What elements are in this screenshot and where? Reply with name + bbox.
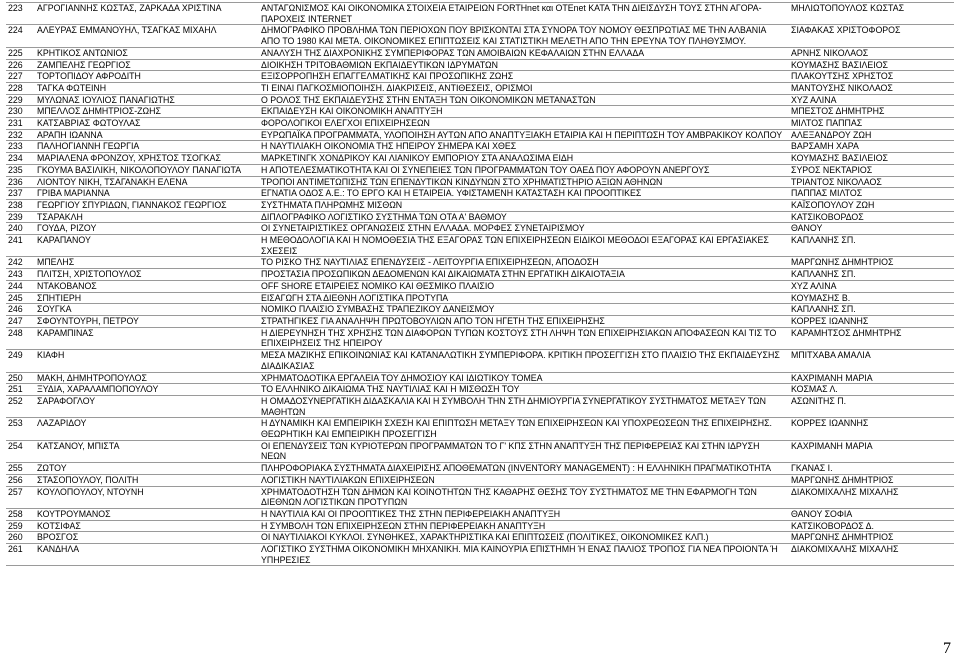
table-row [6,486,954,508]
entry-number: 223 [6,3,34,25]
thesis-title: OFF SHORE ΕΤΑΙΡΕΙΕΣ ΝΟΜΙΚΟ ΚΑΙ ΘΕΣΜΙΚΟ ΠΛΑΙΣΙΟ [258,280,788,292]
entry-number: 260 [6,532,34,544]
supervisor-name: ΚΑΠΛΑΝΗΣ ΣΠ. [788,235,954,257]
thesis-title: Η ΝΑΥΤΙΛΙΑΚΗ ΟΙΚΟΝΟΜΙΑ ΤΗΣ ΗΠΕΙΡΟΥ ΣΗΜΕΡΑ ΚΑΙ ΧΘΕΣ [258,141,788,153]
entry-number: 233 [6,141,34,153]
supervisor-name: ΜΑΡΓΩΝΗΣ ΔΗΜΗΤΡΙΟΣ [788,474,954,486]
entry-number: 243 [6,269,34,281]
author-names: ΛΑΖΑΡΙΔΟΥ [34,418,258,440]
table-row [6,25,954,47]
table-row [6,164,954,176]
author-names: ΤΟΡΤΟΠΙΔΟΥ ΑΦΡΟΔΙΤΗ [34,71,258,83]
entry-number: 241 [6,235,34,257]
supervisor-name: ΚΑΠΛΑΝΗΣ ΣΠ. [788,304,954,316]
supervisor-name: ΚΟΥΜΑΣΗΣ ΒΑΣΙΛΕΙΟΣ [788,59,954,71]
table-row [6,59,954,71]
supervisor-name: ΚΑΪΣΟΠΟΥΛΟΥ ΖΩΗ [788,199,954,211]
thesis-title: ΕΙΣΑΓΩΓΗ ΣΤΑ ΔΙΕΘΝΗ ΛΟΓΙΣΤΙΚΑ ΠΡΟΤΥΠΑ [258,292,788,304]
thesis-title: ΔΙΟΙΚΗΣΗ ΤΡΙΤΟΒΑΘΜΙΩΝ ΕΚΠΑΙΔΕΥΤΙΚΩΝ ΙΔΡΥΜΑΤΩΝ [258,59,788,71]
entry-number: 247 [6,315,34,327]
table-row [6,440,954,462]
thesis-title: ΤΙ ΕΙΝΑΙ ΠΑΓΚΟΣΜΙΟΠΟΙΗΣΗ. ΔΙΑΚΡΙΣΕΙΣ, ΑΝΤΙΘΕΣΕΙΣ, ΟΡΙΣΜΟΙ [258,82,788,94]
table-row [6,176,954,188]
author-names: ΜΠΕΛΛΟΣ ΔΗΜΗΤΡΙΟΣ-ΖΩΗΣ [34,106,258,118]
author-names: ΑΛΕΥΡΑΣ ΕΜΜΑΝΟΥΗΛ, ΤΣΑΓΚΑΣ ΜΙΧΑΗΛ [34,25,258,47]
entry-number: 258 [6,508,34,520]
author-names: ΣΠΗΤΙΕΡΗ [34,292,258,304]
thesis-title: ΜΕΣΑ ΜΑΖΙΚΗΣ ΕΠΙΚΟΙΝΩΝΙΑΣ ΚΑΙ ΚΑΤΑΝΑΛΩΤΙΚΗ ΣΥΜΠΕΡΙΦΟΡΑ. ΚΡΙΤΙΚΗ ΠΡΟΣΕΓΓΙΣΗ ΣΤΟ ΠΛΑΙΣΙΟ ΤΗΣ ΕΚΠΑΙΔΕΥΣΗΣ ΔΙΑΔΙΚΑΣΙΑΣ [258,350,788,372]
thesis-title: ΝΟΜΙΚΟ ΠΛΑΙΣΙΟ ΣΥΜΒΑΣΗΣ ΤΡΑΠΕΖΙΚΟΥ ΔΑΝΕΙΣΜΟΥ [258,304,788,316]
entry-number: 235 [6,164,34,176]
table-row [6,118,954,130]
thesis-title: Η ΜΕΘΟΔΟΛΟΓΙΑ ΚΑΙ Η ΝΟΜΟΘΕΣΙΑ ΤΗΣ ΕΞΑΓΟΡΑΣ ΤΩΝ ΕΠΙΧΕΙΡΗΣΕΩΝ ΕΙΔΙΚΟΙ ΜΕΘΟΔΟΙ ΕΞΑΓΟΡΑΣ ΚΑΙ ΕΡΓΑΣΙΑΚΕΣ ΣΧΕΣΕΙΣ [258,235,788,257]
thesis-title: Η ΝΑΥΤΙΛΙΑ ΚΑΙ ΟΙ ΠΡΟΟΠΤΙΚΕΣ ΤΗΣ ΣΤΗΝ ΠΕΡΙΦΕΡΕΙΑΚΗ ΑΝΑΠΤΥΞΗ [258,508,788,520]
supervisor-name: ΔΙΑΚΟΜΙΧΑΛΗΣ ΜΙΧΑΛΗΣ [788,486,954,508]
thesis-title: Η ΑΠΟΤΕΛΕΣΜΑΤΙΚΟΤΗΤΑ ΚΑΙ ΟΙ ΣΥΝΕΠΕΙΕΣ ΤΩΝ ΠΡΟΓΡΑΜΜΑΤΩΝ ΤΟΥ ΟΑΕΔ ΠΟΥ ΑΦΟΡΟΥΝ ΑΝΕΡΓΟΥΣ [258,164,788,176]
table-row [6,129,954,141]
entry-number: 234 [6,153,34,165]
author-names: ΣΑΡΑΦΟΓΛΟΥ [34,395,258,417]
thesis-title: ΠΡΟΣΤΑΣΙΑ ΠΡΟΣΩΠΙΚΩΝ ΔΕΔΟΜΕΝΩΝ ΚΑΙ ΔΙΚΑΙΩΜΑΤΑ ΣΤΗΝ ΕΡΓΑΤΙΚΗ ΔΙΚΑΙΟΤΑΞΙΑ [258,269,788,281]
table-row [6,94,954,106]
entry-number: 255 [6,463,34,475]
table-row [6,199,954,211]
entry-number: 226 [6,59,34,71]
table-row [6,3,954,25]
entry-number: 237 [6,188,34,200]
entry-number: 254 [6,440,34,462]
supervisor-name: ΚΑΧΡΙΜΑΝΗ ΜΑΡΙΑ [788,372,954,384]
table-row [6,508,954,520]
supervisor-name: ΜΑΝΤΟΥΣΗΣ ΝΙΚΟΛΑΟΣ [788,82,954,94]
supervisor-name: ΚΟΥΜΑΣΗΣ ΒΑΣΙΛΕΙΟΣ [788,153,954,165]
author-names: ΓΡΙΒΑ ΜΑΡΙΑΝΝΑ [34,188,258,200]
thesis-title: ΟΙ ΝΑΥΤΙΛΙΑΚΟΙ ΚΥΚΛΟΙ. ΣΥΝΘΗΚΕΣ, ΧΑΡΑΚΤΗΡΙΣΤΙΚΑ ΚΑΙ ΕΠΙΠΤΩΣΕΙΣ (ΠΟΛΙΤΙΚΕΣ, ΟΙΚΟΝΟΜΙΚΕΣ ΚΛΠ.) [258,532,788,544]
entry-number: 242 [6,257,34,269]
entry-number: 245 [6,292,34,304]
thesis-title: ΑΝΑΛΥΣΗ ΤΗΣ ΔΙΑΧΡΟΝΙΚΗΣ ΣΥΜΠΕΡΙΦΟΡΑΣ ΤΩΝ ΑΜΟΙΒΑΙΩΝ ΚΕΦΑΛΑΙΩΝ ΣΤΗΝ ΕΛΛΑΔΑ [258,47,788,59]
supervisor-name: ΜΑΡΓΩΝΗΣ ΔΗΜΗΤΡΙΟΣ [788,532,954,544]
supervisor-name: ΑΛΕΞΑΝΔΡΟΥ ΖΩΗ [788,129,954,141]
thesis-title: ΣΥΣΤΗΜΑΤΑ ΠΛΗΡΩΜΗΣ ΜΙΣΘΩΝ [258,199,788,211]
entry-number: 229 [6,94,34,106]
author-names: ΜΠΕΛΗΣ [34,257,258,269]
entry-number: 240 [6,223,34,235]
author-names: ΜΑΚΗ, ΔΗΜΗΤΡΟΠΟΥΛΟΣ [34,372,258,384]
supervisor-name: ΚΟΡΡΕΣ ΙΩΑΝΝΗΣ [788,418,954,440]
supervisor-name: ΚΑΠΛΑΝΗΣ ΣΠ. [788,269,954,281]
author-names: ΚΑΡΑΠΑΝΟΥ [34,235,258,257]
entry-number: 236 [6,176,34,188]
table-row [6,418,954,440]
entry-number: 261 [6,544,34,566]
supervisor-name: ΚΟΡΡΕΣ ΙΩΑΝΝΗΣ [788,315,954,327]
author-names: ΝΤΑΚΟΒΑΝΟΣ [34,280,258,292]
page-number: 7 [943,640,951,657]
thesis-title: ΦΟΡΟΛΟΓΙΚΟΙ ΕΛΕΓΧΟΙ ΕΠΙΧΕΙΡΗΣΕΩΝ [258,118,788,130]
author-names: ΓΕΩΡΓΙΟΥ ΣΠΥΡΙΔΩΝ, ΓΙΑΝΝΑΚΟΣ ΓΕΩΡΓΙΟΣ [34,199,258,211]
author-names: ΖΩΤΟΥ [34,463,258,475]
thesis-title: ΔΙΠΛΟΓΡΑΦΙΚΟ ΛΟΓΙΣΤΙΚΟ ΣΥΣΤΗΜΑ ΤΩΝ ΟΤΑ Α' ΒΑΘΜΟΥ [258,211,788,223]
thesis-title: Ο ΡΟΛΟΣ ΤΗΣ ΕΚΠΑΙΔΕΥΣΗΣ ΣΤΗΝ ΕΝΤΑΞΗ ΤΩΝ ΟΙΚΟΝΟΜΙΚΩΝ ΜΕΤΑΝΑΣΤΩΝ [258,94,788,106]
supervisor-name: ΧΥΖ ΑΛΙΝΑ [788,280,954,292]
author-names: ΣΟΥΓΚΑ [34,304,258,316]
thesis-title: ΛΟΓΙΣΤΙΚΗ ΝΑΥΤΙΛΙΑΚΩΝ ΕΠΙΧΕΙΡΗΣΕΩΝ [258,474,788,486]
author-names: ΜΑΡΙΑΛΕΝΑ ΦΡΟΝΖΟΥ, ΧΡΗΣΤΟΣ ΤΣΟΓΚΑΣ [34,153,258,165]
entry-number: 224 [6,25,34,47]
entry-number: 248 [6,327,34,349]
entry-number: 239 [6,211,34,223]
author-names: ΚΡΗΤΙΚΟΣ ΑΝΤΩΝΙΟΣ [34,47,258,59]
table-row [6,269,954,281]
table-row [6,292,954,304]
author-names: ΚΟΥΛΟΠΟΥΛΟΥ, ΝΤΟΥΝΗ [34,486,258,508]
table-row [6,153,954,165]
table-row [6,327,954,349]
table-row [6,304,954,316]
supervisor-name: ΔΙΑΚΟΜΙΧΑΛΗΣ ΜΙΧΑΛΗΣ [788,544,954,566]
thesis-title: ΜΑΡΚΕΤΙΝΓΚ ΧΟΝΔΡΙΚΟΥ ΚΑΙ ΛΙΑΝΙΚΟΥ ΕΜΠΟΡΙΟΥ ΣΤΑ ΑΝΑΛΩΣΙΜΑ ΕΙΔΗ [258,153,788,165]
table-row [6,71,954,83]
thesis-title: Η ΟΜΑΔΟΣΥΝΕΡΓΑΤΙΚΗ ΔΙΔΑΣΚΑΛΙΑ ΚΑΙ Η ΣΥΜΒΟΛΗ ΤΗΝ ΣΤΗ ΔΗΜΙΟΥΡΓΙΑ ΣΥΝΕΡΓΑΤΙΚΟΥ ΣΥΣΤΗΜΑΤΟΣ ΜΕΤΑΞΥ ΤΩΝ ΜΑΘΗΤΩΝ [258,395,788,417]
entry-number: 232 [6,129,34,141]
entry-number: 244 [6,280,34,292]
entry-number: 230 [6,106,34,118]
entry-number: 256 [6,474,34,486]
supervisor-name: ΑΣΩΝΙΤΗΣ Π. [788,395,954,417]
supervisor-name: ΑΡΝΗΣ ΝΙΚΟΛΑΟΣ [788,47,954,59]
table-row [6,106,954,118]
table-row [6,350,954,372]
table-row [6,544,954,566]
supervisor-name: ΘΑΝΟΥ ΣΟΦΙΑ [788,508,954,520]
supervisor-name: ΣΥΡΟΣ ΝΕΚΤΑΡΙΟΣ [788,164,954,176]
thesis-title: ΧΡΗΜΑΤΟΔΟΤΗΣΗ ΤΩΝ ΔΗΜΩΝ ΚΑΙ ΚΟΙΝΟΤΗΤΩΝ ΤΗΣ ΚΑΘΑΡΗΣ ΘΕΣΗΣ ΤΟΥ ΣΥΣΤΗΜΑΤΟΣ ΜΕ ΤΗΝ ΕΦΑΡΜΟΓΗ ΤΩΝ ΔΙΕΘΝΩΝ ΛΟΓΙΣΤΙΚΩΝ ΠΡΟΤΥΠΩΝ [258,486,788,508]
thesis-title: ΟΙ ΕΠΕΝΔΥΣΕΙΣ ΤΩΝ ΚΥΡΙΟΤΕΡΩΝ ΠΡΟΓΡΑΜΜΑΤΩΝ ΤΟ Γ' ΚΠΣ ΣΤΗΝ ΑΝΑΠΤΥΞΗ ΤΗΣ ΠΕΡΙΦΕΡΕΙΑΣ ΚΑΙ ΣΤΗΝ ΙΔΡΥΣΗ ΝΕΩΝ [258,440,788,462]
thesis-title: Η ΔΙΕΡΕΥΝΗΣΗ ΤΗΣ ΧΡΗΣΗΣ ΤΩΝ ΔΙΑΦΟΡΩΝ ΤΥΠΩΝ ΚΟΣΤΟΥΣ ΣΤΗ ΛΗΨΗ ΤΩΝ ΕΠΙΧΕΙΡΗΣΙΑΚΩΝ ΑΠΟΦΑΣΕΩΝ ΚΑΙ ΤΙΣ ΤΟ ΕΠΙΧΕΙΡΗΣΕΙΣ ΤΗΣ ΗΠΕΙΡΟΥ [258,327,788,349]
table-row [6,141,954,153]
supervisor-name: ΚΟΥΜΑΣΗΣ Β. [788,292,954,304]
entry-number: 225 [6,47,34,59]
author-names: ΚΑΤΣΑΒΡΙΑΣ ΦΩΤΟΥΛΑΣ [34,118,258,130]
author-names: ΒΡΟΣΓΟΣ [34,532,258,544]
entry-number: 252 [6,395,34,417]
thesis-title: ΕΥΡΩΠΑΪΚΑ ΠΡΟΓΡΑΜΜΑΤΑ, ΥΛΟΠΟΙΗΣΗ ΑΥΤΩΝ ΑΠΟ ΑΝΑΠΤΥΞΙΑΚΗ ΕΤΑΙΡΙΑ ΚΑΙ Η ΠΕΡΙΠΤΩΣΗ ΤΟΥ ΑΜΒΡΑΚΙΚΟΥ ΚΟΛΠΟΥ [258,129,788,141]
thesis-title: Η ΔΥΝΑΜΙΚΗ ΚΑΙ ΕΜΠΕΙΡΙΚΗ ΣΧΕΣΗ ΚΑΙ ΕΠΙΠΤΩΣΗ ΜΕΤΑΞΥ ΤΩΝ ΕΠΙΧΕΙΡΗΣΕΩΝ ΚΑΙ ΥΠΟΧΡΕΩΣΕΩΝ ΤΗΣ ΕΠΙΧΕΙΡΗΣΗΣ. ΘΕΩΡΗΤΙΚΗ ΚΑΙ ΕΜΠΕΙΡΙΚΗ ΠΡΟΣΕΓΓΙΣΗ [258,418,788,440]
author-names: ΜΥΛΩΝΑΣ ΙΟΥΛΙΟΣ ΠΑΝΑΓΙΩΤΗΣ [34,94,258,106]
thesis-title: ΤΟ ΕΛΛΗΝΙΚΟ ΔΙΚΑΙΩΜΑ ΤΗΣ ΝΑΥΤΙΛΙΑΣ ΚΑΙ Η ΜΙΣΘΩΣΗ ΤΟΥ [258,384,788,396]
supervisor-name: ΜΙΛΤΟΣ ΠΑΠΠΑΣ [788,118,954,130]
thesis-title: ΕΚΠΑΙΔΕΥΣΗ ΚΑΙ ΟΙΚΟΝΟΜΙΚΗ ΑΝΑΠΤΥΞΗ [258,106,788,118]
entry-number: 249 [6,350,34,372]
author-names: ΑΡΑΠΗ ΙΩΑΝΝΑ [34,129,258,141]
author-names: ΣΦΟΥΝΤΟΥΡΗ, ΠΕΤΡΟΥ [34,315,258,327]
thesis-title: ΕΓΝΑΤΙΑ ΟΔΟΣ Α.Ε.: ΤΟ ΕΡΓΟ ΚΑΙ Η ΕΤΑΙΡΕΙΑ. ΥΦΙΣΤΑΜΕΝΗ ΚΑΤΑΣΤΑΣΗ ΚΑΙ ΠΡΟΟΠΤΙΚΕΣ [258,188,788,200]
thesis-title: ΕΞΙΣΟΡΡΟΠΗΣΗ ΕΠΑΓΓΕΛΜΑΤΙΚΗΣ ΚΑΙ ΠΡΟΣΩΠΙΚΗΣ ΖΩΗΣ [258,71,788,83]
table-row [6,280,954,292]
table-row [6,372,954,384]
supervisor-name: ΜΑΡΓΩΝΗΣ ΔΗΜΗΤΡΙΟΣ [788,257,954,269]
supervisor-name: ΤΡΙΑΝΤΟΣ ΝΙΚΟΛΑΟΣ [788,176,954,188]
table-row [6,82,954,94]
thesis-title: ΑΝΤΑΓΩΝΙΣΜΟΣ ΚΑΙ ΟΙΚΟΝΟΜΙΚΑ ΣΤΟΙΧΕΙΑ ΕΤΑΙΡΕΙΩΝ FORTHnet και OTEnet ΚΑΤΑ ΤΗΝ ΔΙΕΙΣΔΥΣΗ ΤΟΥΣ ΣΤΗΝ ΑΓΟΡΑ-ΠΑΡΟΧΕΙΣ INTERNET [258,3,788,25]
entry-number: 253 [6,418,34,440]
entry-number: 228 [6,82,34,94]
table-row [6,384,954,396]
supervisor-name: ΠΑΠΠΑΣ ΜΙΛΤΟΣ [788,188,954,200]
author-names: ΣΤΑΣΟΠΟΥΛΟΥ, ΠΟΛΙΤΗ [34,474,258,486]
supervisor-name: ΣΙΑΦΑΚΑΣ ΧΡΙΣΤΟΦΟΡΟΣ [788,25,954,47]
table-row [6,520,954,532]
author-names: ΚΑΡΑΜΠΙΝΑΣ [34,327,258,349]
thesis-title: ΛΟΓΙΣΤΙΚΟ ΣΥΣΤΗΜΑ ΟΙΚΟΝΟΜΙΚΗ ΜΗΧΑΝΙΚΗ. ΜΙΑ ΚΑΙΝΟΥΡΙΑ ΕΠΙΣΤΗΜΗ Ή ΕΝΑΣ ΠΑΛΙΟΣ ΤΡΟΠΟΣ ΓΙΑ ΝΕΑ ΠΡΟΙΟΝΤΑ Ή ΥΠΗΡΕΣΙΕΣ [258,544,788,566]
table-row [6,474,954,486]
supervisor-name: ΜΗΛΙΩΤΟΠΟΥΛΟΣ ΚΩΣΤΑΣ [788,3,954,25]
entry-number: 246 [6,304,34,316]
table-row [6,463,954,475]
supervisor-name: ΜΠΙΤΧΑΒΑ ΑΜΑΛΙΑ [788,350,954,372]
entry-number: 257 [6,486,34,508]
entry-number: 251 [6,384,34,396]
thesis-table [6,2,954,566]
entry-number: 250 [6,372,34,384]
author-names: ΚΟΥΤΡΟΥΜΑΝΟΣ [34,508,258,520]
thesis-title: ΣΤΡΑΤΗΓΙΚΕΣ ΓΙΑ ΑΝΑΛΗΨΗ ΠΡΩΤΟΒΟΥΛΙΩΝ ΑΠΟ ΤΟΝ ΗΓΕΤΗ ΤΗΣ ΕΠΙΧΕΙΡΗΣΗΣ [258,315,788,327]
author-names: ΑΓΡΟΓΙΑΝΝΗΣ ΚΩΣΤΑΣ, ΖΑΡΚΑΔΑ ΧΡΙΣΤΙΝΑ [34,3,258,25]
supervisor-name: ΒΑΡΣΑΜΗ ΧΑΡΑ [788,141,954,153]
table-row [6,188,954,200]
entry-number: 238 [6,199,34,211]
author-names: ΠΑΛΗΟΓΙΑΝΝΗ ΓΕΩΡΓΙΑ [34,141,258,153]
author-names: ΠΛΙΤΣΗ, ΧΡΙΣΤΟΠΟΥΛΟΣ [34,269,258,281]
thesis-title: ΤΟ ΡΙΣΚΟ ΤΗΣ ΝΑΥΤΙΛΙΑΣ ΕΠΕΝΔΥΣΕΙΣ - ΛΕΙΤΟΥΡΓΙΑ ΕΠΙΧΕΙΡΗΣΕΩΝ, ΑΠΟΔΟΣΗ [258,257,788,269]
thesis-title: ΤΡΟΠΟΙ ΑΝΤΙΜΕΤΩΠΙΣΗΣ ΤΩΝ ΕΠΕΝΔΥΤΙΚΩΝ ΚΙΝΔΥΝΩΝ ΣΤΟ ΧΡΗΜΑΤΙΣΤΗΡΙΟ ΑΞΙΩΝ ΑΘΗΝΩΝ [258,176,788,188]
table-row [6,223,954,235]
table-row [6,395,954,417]
supervisor-name: ΚΑΡΑΜΗΤΣΟΣ ΔΗΜΗΤΡΗΣ [788,327,954,349]
table-row [6,315,954,327]
entry-number: 231 [6,118,34,130]
author-names: ΚΑΤΣΑΝΟΥ, ΜΠΙΣΤΑ [34,440,258,462]
author-names: ΓΟΥΔΑ, ΡΙΖΟΥ [34,223,258,235]
entry-number: 259 [6,520,34,532]
author-names: ΓΚΟΥΜΑ ΒΑΣΙΛΙΚΗ, ΝΙΚΟΛΟΠΟΥΛΟΥ ΠΑΝΑΓΙΩΤΑ [34,164,258,176]
supervisor-name: ΚΑΤΣΙΚΟΒΟΡΔΟΣ Δ. [788,520,954,532]
supervisor-name: ΧΥΖ ΑΛΙΝΑ [788,94,954,106]
thesis-title: ΔΗΜΟΓΡΑΦΙΚΟ ΠΡΟΒΛΗΜΑ ΤΩΝ ΠΕΡΙΟΧΩΝ ΠΟΥ ΒΡΙΣΚΟΝΤΑΙ ΣΤΑ ΣΥΝΟΡΑ ΤΟΥ ΝΟΜΟΥ ΘΕΣΠΡΩΤΙΑΣ ΜΕ ΤΗΝ ΑΛΒΑΝΙΑ ΑΠΟ ΤΟ 1980 ΚΑΙ ΜΕΤΑ. ΟΙΚΟΝΟΜΙΚΕΣ ΕΠΙΠΤΩΣΕΙΣ ΚΑΙ ΣΤΑΤΙΣΤΙΚΗ ΜΕΛΕΤΗ ΑΠΟ ΤΗΝ ΕΡΕΥΝΑ ΤΟΥ ΠΛΗΘΥΣΜΟΥ. [258,25,788,47]
thesis-title: ΠΛΗΡΟΦΟΡΙΑΚΑ ΣΥΣΤΗΜΑΤΑ ΔΙΑΧΕΙΡΙΣΗΣ ΑΠΟΘΕΜΑΤΩΝ (INVENTORY MANAGEMENT) : Η ΕΛΛΗΝΙΚΗ ΠΡΑΓΜΑΤΙΚΟΤΗΤΑ [258,463,788,475]
table-row [6,47,954,59]
thesis-title: Η ΣΥΜΒΟΛΗ ΤΩΝ ΕΠΙΧΕΙΡΗΣΕΩΝ ΣΤΗΝ ΠΕΡΙΦΕΡΕΙΑΚΗ ΑΝΑΠΤΥΞΗ [258,520,788,532]
author-names: ΚΙΑΦΗ [34,350,258,372]
author-names: ΖΑΜΠΕΛΗΣ ΓΕΩΡΓΙΟΣ [34,59,258,71]
thesis-title: ΧΡΗΜΑΤΟΔΟΤΙΚΑ ΕΡΓΑΛΕΙΑ ΤΟΥ ΔΗΜΟΣΙΟΥ ΚΑΙ ΙΔΙΩΤΙΚΟΥ ΤΟΜΕΑ [258,372,788,384]
supervisor-name: ΚΑΧΡΙΜΑΝΗ ΜΑΡΙΑ [788,440,954,462]
author-names: ΞΥΔΙΑ, ΧΑΡΑΛΑΜΠΟΠΟΥΛΟΥ [34,384,258,396]
table-row [6,211,954,223]
supervisor-name: ΘΑΝΟΥ [788,223,954,235]
table-row [6,235,954,257]
supervisor-name: ΓΚΑΝΑΣ Ι. [788,463,954,475]
author-names: ΚΟΤΣΙΦΑΣ [34,520,258,532]
supervisor-name: ΚΑΤΣΙΚΟΒΟΡΔΟΣ [788,211,954,223]
table-row [6,257,954,269]
author-names: ΚΑΝΔΗΛΑ [34,544,258,566]
entry-number: 227 [6,71,34,83]
supervisor-name: ΠΛΑΚΟΥΤΣΗΣ ΧΡΗΣΤΟΣ [788,71,954,83]
author-names: ΤΣΑΡΑΚΛΗ [34,211,258,223]
table-row [6,532,954,544]
thesis-title: ΟΙ ΣΥΝΕΤΑΙΡΙΣΤΙΚΕΣ ΟΡΓΑΝΩΣΕΙΣ ΣΤΗΝ ΕΛΛΑΔΑ. ΜΟΡΦΕΣ ΣΥΝΕΤΑΙΡΙΣΜΟΥ [258,223,788,235]
thesis-table-body [6,3,954,566]
author-names: ΛΙΟΝΤΟΥ ΝΙΚΗ, ΤΣΑΓΑΝΑΚΗ ΕΛΕΝΑ [34,176,258,188]
supervisor-name: ΜΠΕΣΤΟΣ ΔΗΜΗΤΡΗΣ [788,106,954,118]
author-names: ΤΑΓΚΑ ΦΩΤΕΙΝΗ [34,82,258,94]
supervisor-name: ΚΟΣΜΑΣ Λ. [788,384,954,396]
